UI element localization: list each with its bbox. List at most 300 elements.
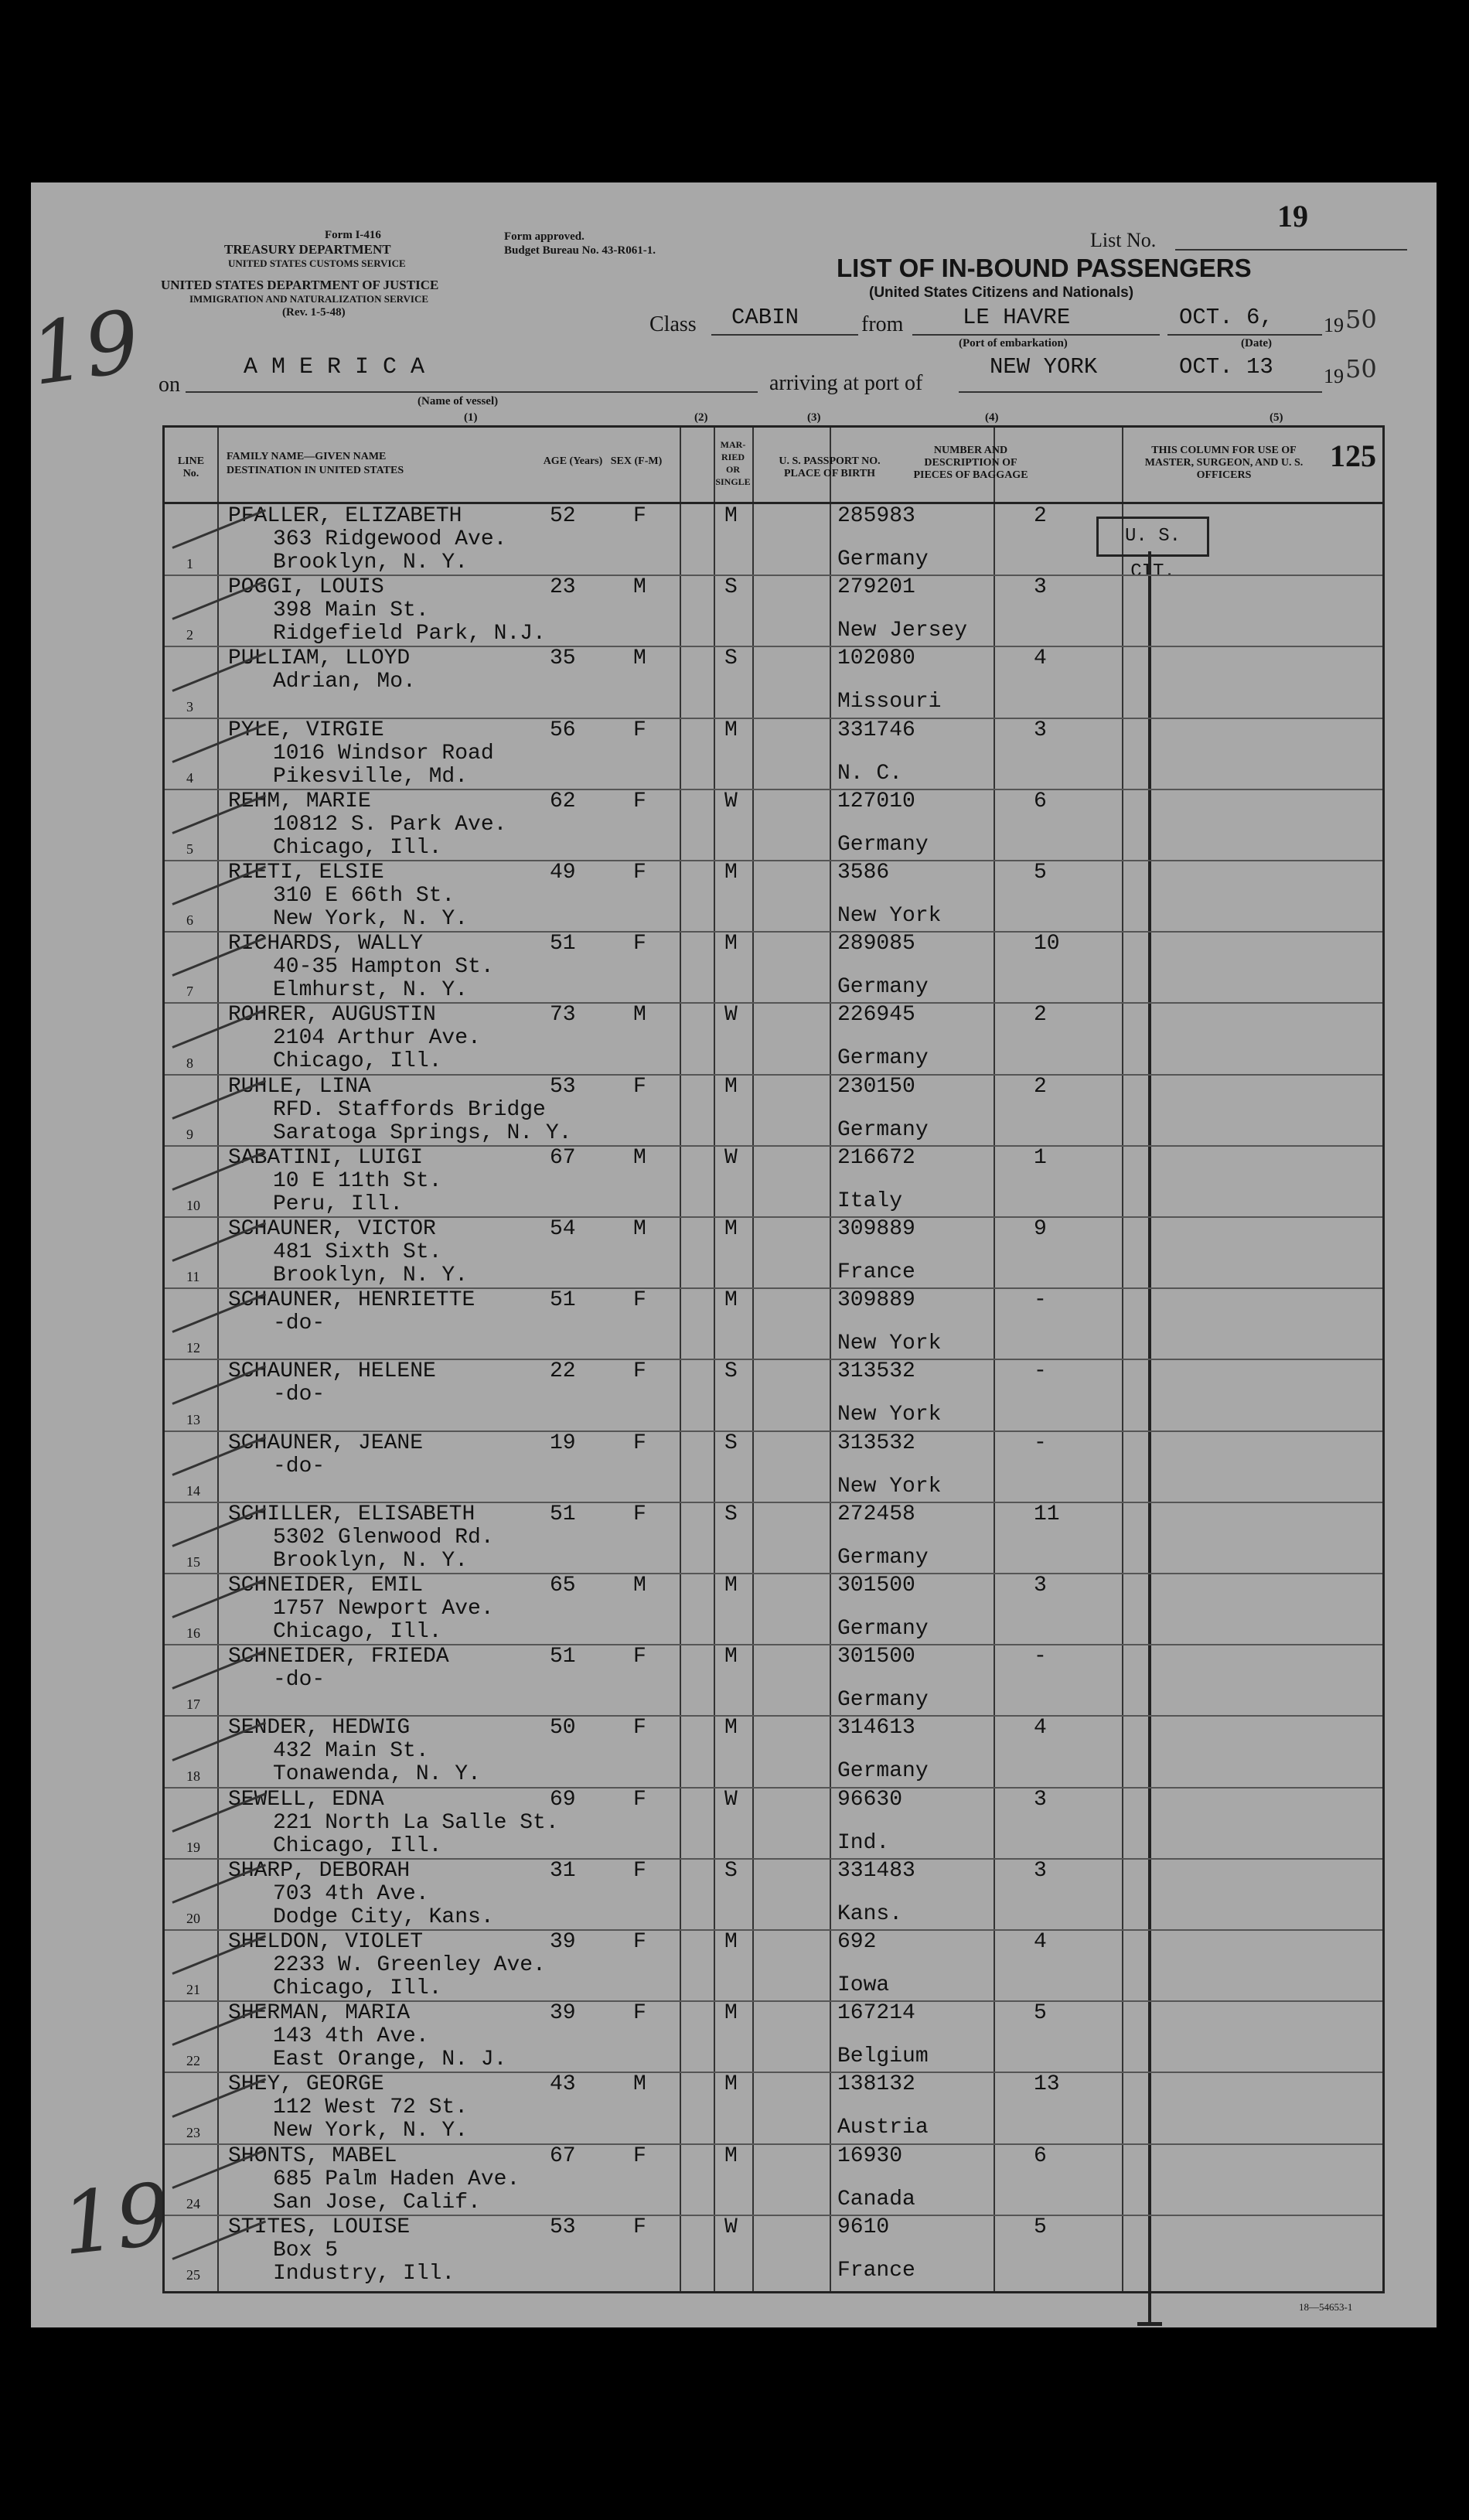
baggage-count: 9 [1034,1217,1047,1241]
line-number: 7 [186,984,193,1000]
passenger-name: REHM, MARIE [228,789,371,813]
place-of-birth: New York [837,904,942,928]
passenger-name: SCHILLER, ELISABETH [228,1502,475,1526]
ins-label: IMMIGRATION AND NATURALIZATION SERVICE [189,293,429,305]
table-row [165,647,1382,718]
baggage-count: 2 [1034,504,1047,528]
passport-number: 102080 [837,646,915,671]
passenger-name: SHELDON, VIOLET [228,1930,424,1954]
marital-status: M [724,1217,738,1241]
married-header: MAR-RIED OR SINGLE [715,439,751,487]
table-row [165,1432,1382,1503]
check-mark-icon [172,1294,266,1333]
col-number-2: (2) [694,411,708,424]
budget-bureau: Budget Bureau No. 43-R061-1. [504,244,656,257]
sex: M [633,1574,646,1598]
address-line-1: 2104 Arthur Ave. [273,1026,481,1051]
passenger-manifest-page [24,182,1437,2327]
passenger-name: PYLE, VIRGIE [228,718,384,742]
passport-number: 279201 [837,575,915,600]
address-line-1: 310 E 66th St. [273,884,455,908]
address-line-1: 398 Main St. [273,598,429,623]
table-row [165,2073,1382,2144]
baggage-count: 4 [1034,1716,1047,1741]
sex: M [633,646,646,671]
class-value: CABIN [731,305,799,330]
baggage-count: 4 [1034,646,1047,671]
passenger-name: SCHNEIDER, EMIL [228,1574,424,1598]
date-label: (Date) [1241,337,1272,350]
check-mark-icon [172,2007,266,2046]
address-line-1: 2233 W. Greenley Ave. [273,1953,546,1977]
sex: F [633,1431,646,1455]
table-row [165,933,1382,1004]
passport-number: 301500 [837,1574,915,1598]
sex: F [633,1359,646,1384]
arrival-underline [959,391,1322,393]
baggage-count: 3 [1034,575,1047,600]
sex: F [633,1645,646,1669]
document-title: LIST OF IN-BOUND PASSENGERS [837,254,1252,282]
place-of-birth: New York [837,1474,942,1499]
age: 19 [550,1431,576,1455]
table-row [165,1004,1382,1075]
name-header: FAMILY NAME—GIVEN NAME [227,451,387,462]
age: 51 [550,1502,576,1526]
age: 56 [550,718,576,742]
passenger-name: SCHAUNER, HELENE [228,1359,436,1384]
age: 51 [550,932,576,957]
table-row [165,1717,1382,1788]
us-citizen-stamp: U. S. CIT. [1096,517,1209,557]
passenger-name: SABATINI, LUIGI [228,1145,424,1170]
passenger-name: ROHRER, AUGUSTIN [228,1003,436,1028]
baggage-count: 13 [1034,2072,1060,2097]
passenger-name: SENDER, HEDWIG [228,1716,411,1741]
baggage-count: - [1034,1359,1047,1384]
officer-header: THIS COLUMN FOR USE OF MASTER, SURGEON, AND U. S. OFFICERS [1144,445,1304,481]
check-mark-icon [172,1721,266,1761]
address-line-2: New York, N. Y. [273,2119,469,2143]
age: 51 [550,1645,576,1669]
check-mark-icon [172,866,266,905]
place-of-birth: New Jersey [837,619,968,643]
address-line-1: -do- [273,1383,325,1407]
sex: F [633,504,646,528]
age: 54 [550,1217,576,1241]
sex: F [633,1787,646,1812]
address-line-1: 143 4th Ave. [273,2024,429,2049]
passenger-name: STITES, LOUISE [228,2215,411,2239]
place-of-birth: Germany [837,832,929,857]
table-row [165,1645,1382,1717]
passport-header: U. S. PASSPORT NO. PLACE OF BIRTH [779,455,881,479]
marital-status: M [724,1930,738,1954]
marital-status: S [724,575,738,600]
table-row [165,576,1382,647]
check-mark-icon [172,1650,266,1690]
marital-status: S [724,646,738,671]
passport-number: 692 [837,1930,877,1954]
marital-status: M [724,1574,738,1598]
check-mark-icon [172,1436,266,1475]
place-of-birth: Germany [837,1117,929,1142]
place-of-birth: Germany [837,1046,929,1071]
passport-number: 138132 [837,2072,915,2097]
passenger-name: SHERMAN, MARIA [228,2001,411,2026]
dept-justice: UNITED STATES DEPARTMENT OF JUSTICE [161,278,439,292]
passport-number: 331746 [837,718,915,742]
line-no-header: LINE No. [177,455,205,479]
marital-status: M [724,504,738,528]
on-label: on [158,373,180,397]
address-line-2: Pikesville, Md. [273,764,469,789]
age: 35 [550,646,576,671]
passport-number: 309889 [837,1288,915,1313]
line-number: 9 [186,1126,193,1142]
age: 67 [550,1145,576,1170]
baggage-count: 6 [1034,2143,1047,2168]
check-mark-icon [172,723,266,762]
sex: F [633,861,646,885]
table-row [165,719,1382,790]
baggage-count: 3 [1034,1787,1047,1812]
address-line-2: Chicago, Ill. [273,1049,442,1074]
address-line-2: Dodge City, Kans. [273,1904,494,1929]
address-line-1: RFD. Staffords Bridge [273,1097,546,1122]
age: 23 [550,575,576,600]
arrival-port: NEW YORK [990,354,1098,380]
sex: M [633,1003,646,1028]
passport-number: 289085 [837,932,915,957]
col-number-1: (1) [464,411,478,424]
place-of-birth: Belgium [837,2044,929,2069]
passport-number: 9610 [837,2215,890,2239]
age: 39 [550,2001,576,2026]
line-number: 24 [186,2195,200,2211]
age: 65 [550,1574,576,1598]
marital-status: S [724,1431,738,1455]
vessel-name: A M E R I C A [244,354,425,380]
baggage-count: 5 [1034,2001,1047,2026]
table-row [165,1218,1382,1289]
address-line-2: Chicago, Ill. [273,1620,442,1644]
address-line-1: 112 West 72 St. [273,2095,469,2120]
check-mark-icon [172,2220,266,2259]
table-row [165,2216,1382,2287]
passenger-name: SCHNEIDER, FRIEDA [228,1645,449,1669]
age: 22 [550,1359,576,1384]
passport-number: 96630 [837,1787,903,1812]
line-number: 14 [186,1482,200,1499]
address-line-2: Tonawenda, N. Y. [273,1762,481,1787]
marital-status: W [724,1145,738,1170]
passport-number: 313532 [837,1359,915,1384]
place-of-birth: N. C. [837,761,903,786]
passenger-name: SHEY, GEORGE [228,2072,384,2097]
baggage-count: 3 [1034,1574,1047,1598]
age: 51 [550,1288,576,1313]
passenger-name: PULLIAM, LLOYD [228,646,411,671]
col-number-4: (4) [985,411,999,424]
baggage-count: - [1034,1431,1047,1455]
place-of-birth: Canada [837,2187,915,2211]
check-mark-icon [172,1151,266,1190]
place-of-birth: Italy [837,1188,903,1213]
place-of-birth: Kans. [837,1901,903,1926]
line-number: 25 [186,2266,200,2283]
passport-number: 272458 [837,1502,915,1526]
address-line-2: East Orange, N. J. [273,2048,507,2072]
marital-status: W [724,789,738,813]
age: 67 [550,2143,576,2168]
address-line-1: 221 North La Salle St. [273,1810,559,1835]
place-of-birth: Germany [837,1545,929,1570]
passport-number: 16930 [837,2143,903,2168]
baggage-header: NUMBER AND DESCRIPTION OF PIECES OF BAGGAGE [913,445,1028,481]
check-mark-icon [172,1222,266,1262]
line-number: 1 [186,556,193,572]
table-row [165,505,1382,576]
passport-number: 230150 [837,1074,915,1099]
address-line-2: Brooklyn, N. Y. [273,1548,469,1573]
passenger-name: SCHAUNER, VICTOR [228,1217,436,1241]
sex: F [633,1930,646,1954]
address-line-2: Elmhurst, N. Y. [273,978,469,1003]
table-row [165,1574,1382,1645]
marital-status: M [724,1645,738,1669]
marital-status: W [724,1003,738,1028]
sex: M [633,2072,646,2097]
arriving-label: arriving at port of [769,371,923,395]
line-number: 3 [186,698,193,714]
place-of-birth: Germany [837,1688,929,1713]
date-underline [1167,334,1322,336]
table-row [165,861,1382,933]
age: 69 [550,1787,576,1812]
address-line-1: 5302 Glenwood Rd. [273,1525,494,1550]
list-no-underline [1175,249,1407,251]
passenger-name: SCHAUNER, JEANE [228,1431,424,1455]
baggage-count: 2 [1034,1074,1047,1099]
footer-code: 18—54653-1 [1299,2301,1353,2313]
baggage-count: 2 [1034,1003,1047,1028]
line-number: 18 [186,1768,200,1784]
address-line-2: Chicago, Ill. [273,835,442,860]
age: 50 [550,1716,576,1741]
address-line-2: Industry, Ill. [273,2261,455,2286]
line-number: 6 [186,912,193,929]
baggage-count: 5 [1034,2215,1047,2239]
marital-status: M [724,1288,738,1313]
line-number: 16 [186,1625,200,1642]
marital-status: M [724,2001,738,2026]
age: 52 [550,504,576,528]
place-of-birth: Ind. [837,1830,890,1855]
marital-status: M [724,1074,738,1099]
age: 53 [550,2215,576,2239]
passenger-name: PFALLER, ELIZABETH [228,504,462,528]
sex: F [633,1502,646,1526]
line-number: 20 [186,1910,200,1926]
passport-number: 226945 [837,1003,915,1028]
destination-header: DESTINATION IN UNITED STATES [227,465,404,476]
passport-number: 285983 [837,504,915,528]
address-line-2: Ridgefield Park, N.J. [273,622,546,646]
place-of-birth: Germany [837,975,929,1000]
line-number: 5 [186,841,193,857]
check-mark-icon [172,1365,266,1404]
line-number: 10 [186,1197,200,1213]
place-of-birth: Germany [837,547,929,571]
address-line-1: 685 Palm Haden Ave. [273,2167,520,2191]
passport-number: 309889 [837,1217,915,1241]
passenger-name: SHONTS, MABEL [228,2143,397,2168]
table-row [165,1076,1382,1147]
sex: M [633,575,646,600]
vessel-label: (Name of vessel) [418,395,499,407]
baggage-count: 4 [1034,1930,1047,1954]
place-of-birth: France [837,1260,915,1284]
address-line-1: Adrian, Mo. [273,670,416,694]
table-row [165,1503,1382,1574]
sex: F [633,1716,646,1741]
depart-year-prefix: 19 [1324,314,1344,336]
address-line-1: 1016 Windsor Road [273,741,494,766]
list-no-label: List No. [1090,229,1157,251]
address-line-1: 703 4th Ave. [273,1881,429,1906]
address-line-1: -do- [273,1454,325,1478]
passenger-name: RUHLE, LINA [228,1074,371,1099]
place-of-birth: France [837,2258,915,2283]
check-mark-icon [172,1792,266,1832]
line-number: 19 [186,1839,200,1855]
handwritten-list-number-top: 19 [24,291,146,405]
col-number-5: (5) [1270,411,1283,424]
passport-number: 216672 [837,1145,915,1170]
check-mark-icon [172,1008,266,1048]
check-mark-icon [172,1935,266,1975]
table-row [165,1931,1382,2002]
address-line-2: Peru, Ill. [273,1192,404,1216]
baggage-count: - [1034,1288,1047,1313]
marital-status: W [724,1787,738,1812]
check-mark-icon [172,2149,266,2188]
check-mark-icon [172,1864,266,1903]
check-mark-icon [172,1507,266,1546]
age: 73 [550,1003,576,1028]
passenger-name: SCHAUNER, HENRIETTE [228,1288,475,1313]
sex: M [633,1217,646,1241]
table-row [165,1789,1382,1860]
passport-number: 331483 [837,1858,915,1883]
baggage-count: 6 [1034,789,1047,813]
line-number: 12 [186,1340,200,1356]
revision-date: (Rev. 1-5-48) [282,306,346,319]
address-line-1: 363 Ridgewood Ave. [273,527,507,551]
address-line-1: 10 E 11th St. [273,1168,442,1193]
table-row [165,2002,1382,2073]
passport-number: 3586 [837,861,890,885]
place-of-birth: Iowa [837,1973,890,1997]
passenger-name: SEWELL, EDNA [228,1787,384,1812]
marital-status: S [724,1359,738,1384]
line-number: 17 [186,1696,200,1713]
sex: F [633,932,646,957]
address-line-2: San Jose, Calif. [273,2190,481,2215]
baggage-count: 3 [1034,1858,1047,1883]
place-of-birth: Missouri [837,690,942,714]
address-line-1: -do- [273,1311,325,1336]
baggage-count: 5 [1034,861,1047,885]
ditto-bracket-foot [1137,2322,1162,2326]
passport-number: 167214 [837,2001,915,2026]
embark-port: LE HAVRE [963,305,1071,330]
check-mark-icon [172,652,266,691]
sex: F [633,2001,646,2026]
place-of-birth: New York [837,1403,942,1427]
handwritten-list-number-bottom: 19 [56,2164,176,2274]
line-number: 23 [186,2124,200,2140]
arrival-year: 50 [1345,354,1377,384]
line-number: 2 [186,627,193,643]
age: 49 [550,861,576,885]
table-row [165,1147,1382,1218]
list-number: 19 [1277,199,1308,234]
table-row [165,1860,1382,1931]
port-embark-label: (Port of embarkation) [959,337,1068,350]
place-of-birth: New York [837,1332,942,1356]
address-line-1: 40-35 Hampton St. [273,955,494,980]
sex: F [633,2215,646,2239]
customs-service: UNITED STATES CUSTOMS SERVICE [228,257,406,269]
sex: F [633,1858,646,1883]
age: 43 [550,2072,576,2097]
treasury-dept: TREASURY DEPARTMENT [224,242,391,257]
line-number: 21 [186,1982,200,1998]
depart-date: OCT. 6, [1179,305,1273,330]
class-underline [711,334,858,336]
passport-number: 314613 [837,1716,915,1741]
baggage-count: 3 [1034,718,1047,742]
sex: M [633,1145,646,1170]
from-label: from [861,312,904,336]
marital-status: M [724,1716,738,1741]
place-of-birth: Austria [837,2116,929,2140]
address-line-2: Saratoga Springs, N. Y. [273,1120,572,1145]
arrival-year-prefix: 19 [1324,365,1344,387]
form-approved: Form approved. [504,230,585,243]
passport-number: 301500 [837,1645,915,1669]
baggage-count: 1 [1034,1145,1047,1170]
marital-status: W [724,2215,738,2239]
address-line-2: Chicago, Ill. [273,1833,442,1858]
baggage-count: 11 [1034,1502,1060,1526]
address-line-2: New York, N. Y. [273,907,469,931]
passenger-name: POGGI, LOUIS [228,575,384,600]
check-mark-icon [172,1579,266,1618]
sex-header: SEX (F-M) [610,455,663,467]
page-number: 125 [1330,438,1376,473]
check-mark-icon [172,581,266,620]
sex: F [633,1074,646,1099]
line-number: 13 [186,1411,200,1427]
passenger-name: RICHARDS, WALLY [228,932,424,957]
table-row [165,790,1382,861]
passenger-name: RIETI, ELSIE [228,861,384,885]
table-row [165,1360,1382,1431]
sex: F [633,718,646,742]
